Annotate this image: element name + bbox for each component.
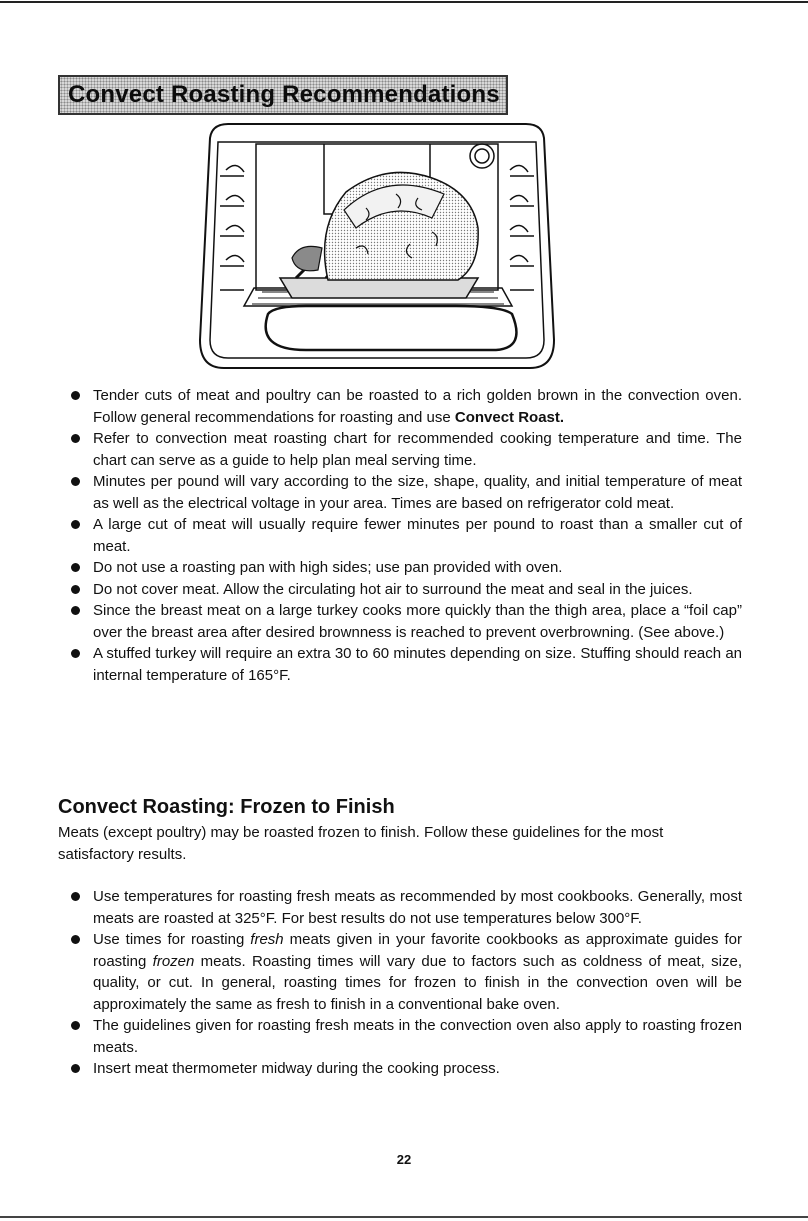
section-heading: Convect Roasting: Frozen to Finish xyxy=(58,796,395,818)
list-item: Use times for roasting fresh meats given in your favorite cookbooks as approximate guides for roasting frozen meats. Roasting times will vary due to factors such as coldness of meat, size, quality, or cut. In general, roasting times for frozen to finish in the convection oven will be approximately the same as fresh to finish in a conventional bake oven. xyxy=(70,929,742,1015)
convect-roast-term: Convect Roast xyxy=(454,408,560,426)
top-rule xyxy=(0,1,808,3)
list-item: Use temperatures for roasting fresh meats as recommended by most cookbooks. Generally, most meats are roasted at 325°F. For best results do not use temperatures below 300°F. xyxy=(70,886,742,929)
fresh-emphasis: fresh xyxy=(250,931,284,948)
list-item: Minutes per pound will vary according to the size, shape, quality, and initial temperature of meat as well as the electrical voltage in your area. Times are based on refrigerator cold meat. xyxy=(70,471,742,514)
recommendations-list xyxy=(70,385,742,686)
frozen-guidelines-list xyxy=(70,886,742,1080)
page-title-text: Convect Roasting Recommendations xyxy=(68,81,500,108)
page-number: 22 xyxy=(396,1152,412,1167)
section-intro: Meats (except poultry) may be roasted frozen to finish. Follow these guidelines for the most satisfactory results. xyxy=(58,824,664,863)
oven-with-turkey-on-roasting-rack-icon xyxy=(196,118,558,370)
list-item: The guidelines given for roasting fresh meats in the convection oven also apply to roasting frozen meats. xyxy=(70,1015,742,1058)
frozen-emphasis: frozen xyxy=(152,952,195,970)
list-item: A stuffed turkey will require an extra 30 to 60 minutes depending on size. Stuffing should reach an internal temperature of 165°F. xyxy=(70,643,742,686)
bottom-rule xyxy=(0,1216,808,1218)
list-item: Since the breast meat on a large turkey cooks more quickly than the thigh area, place a “foil cap” over the breast area after desired brownness is reached to prevent overbrowning. (See above.) xyxy=(70,600,742,643)
list-item: A large cut of meat will usually require fewer minutes per pound to roast than a smaller cut of meat. xyxy=(70,514,742,557)
page-title xyxy=(58,75,508,115)
list-item: Do not use a roasting pan with high sides; use pan provided with oven. xyxy=(70,557,742,579)
list-item: Do not cover meat. Allow the circulating hot air to surround the meat and seal in the juices. xyxy=(70,579,742,601)
list-item: Tender cuts of meat and poultry can be roasted to a rich golden brown in the convection oven. Follow general recommendations for roasting and use Convect Roast. xyxy=(70,385,742,428)
list-item: Refer to convection meat roasting chart for recommended cooking temperature and time. The chart can serve as a guide to help plan meal serving time. xyxy=(70,428,742,471)
list-item: Insert meat thermometer midway during the cooking process. xyxy=(70,1058,742,1080)
